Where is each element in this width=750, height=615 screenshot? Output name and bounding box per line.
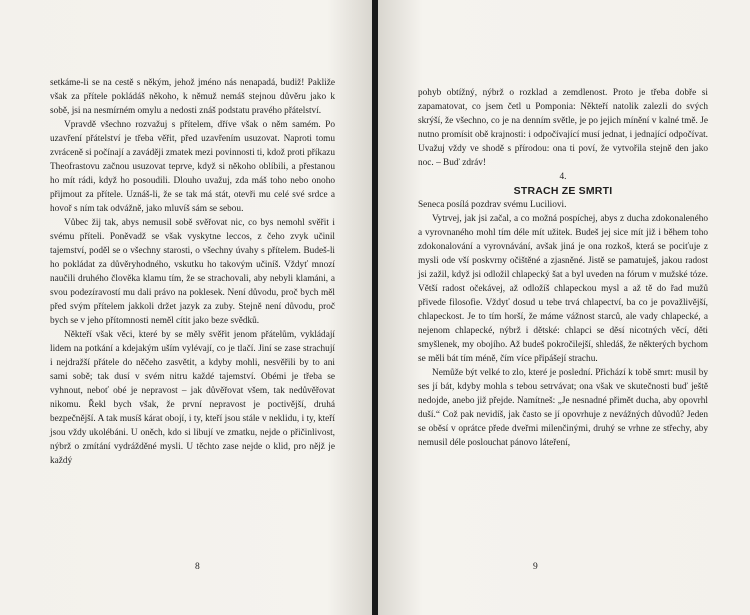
left-page-text <box>50 76 335 468</box>
right-paragraph-greeting: Seneca posílá pozdrav svému Luciliovi. <box>418 200 567 210</box>
right-page-number: 9 <box>533 562 538 572</box>
left-page <box>0 0 372 615</box>
left-paragraph-1: setkáme-li se na cestě s někým, jehož jméno nás nenapadá, budiž! Pakliže však za přítele pokládáš někoho, k němuž nemáš stejnou důvěru jako k sobě, jsi na nesmírném omylu a nedosti znáš podstatu pravého přátelství. <box>50 78 335 116</box>
right-paragraph-1: pohyb obtížný, nýbrž o rozklad a zemdlenost. Proto je třeba dobře si zapamatovat, co jsem četl u Pomponia: Někteří natolik zalezli do svých skrýší, že všechno, co je na denním světle, je po jejich mínění v kalné tmě. Je nutno promísit obě krajnosti: i odpočívající musí jednat, i jednající odpočívat. Uvažuj vždy ve shodě s přírodou: ona ti poví, že vytvořila stejně den jako noc. – Buď zdráv! <box>418 88 708 168</box>
chapter-title: STRACH ZE SMRTI <box>513 185 613 197</box>
right-page <box>378 0 750 615</box>
chapter-number: 4. <box>559 172 567 182</box>
left-page-number: 8 <box>195 562 200 572</box>
right-page-text <box>418 86 708 450</box>
left-paragraph-3: Vůbec žij tak, abys nemusil sobě svěřovat nic, co bys nemohl svěřit i svému příteli. Poněvadž se však vyskytne leccos, z čeho zvyk učinil tajemství, poděl se o všechny starosti, o všechny úvahy s přítelem. Budeš-li ho pokládat za důvěryhodného, vskutku ho takovým učiníš. Vždyť mnozí naučili druhého člověka klamu tím, že se strachovali, aby nebyli klamáni, a svou podezíravostí mu dali právo na poklesek. Není důvodu, proč bych měl před svým přítelem jakkoli držet jazyk za zuby. Stejně není důvodu, proč bych se v jeho přítomnosti neměl cítit jako beze svědků. <box>50 218 335 326</box>
right-paragraph-2: Vytrvej, jak jsi začal, a co možná pospíchej, abys z ducha zdokonaleného a vyrovnaného mohl tím déle mít užitek. Budeš jej sice mít již i během toho zdokonalování a vyrovnávání, avšak jiná je ona rozkoš, která se pociťuje z mysli ode vší poskvrny očištěné a zjasněné. Jistě se pamatuješ, jakou radost jsi zažil, když jsi odložil chlapecký šat a byl uveden na fórum v mužské tóze. Větší radost očekávej, až odložíš chlapeckou mysl a až tě do řad mužů přivede filosofie. Vždyť dosud u tebe trvá chlapectví, ba co je považlivější, chlapeckost. Je to tím horší, že máme vážnost starců, ale vady chlapecké, a nejenom chlapecké, nýbrž i dětské: chlapci se děsí nicotných věcí, děti smyšlenek, my obojího. Až budeš pokročilejší, shledáš, že některých bychom se měli bát tím méně, čím více připášejí strachu. <box>418 214 708 364</box>
left-paragraph-2: Vpravdě všechno rozvažuj s přítelem, dříve však o něm samém. Po uzavření přátelství je třeba věřit, před uzavřením usuzovat. Naproti tomu zvráceně si počínají a zaváději zmatek mezi povinnosti ti, kdož proti příkazu Theofrastovu začnou usuzovat teprve, když si někoho oblíbili, a přestanou ho mít rádi, když ho posoudili. Dlouho uvažuj, zda máš toho nebo onoho přijmout za přítele. Uznáš-li, že se tak má stát, otevři mu celé své srdce a hovoř s ním tak odvážně, jako mluvíš sám se sebou. <box>50 120 335 214</box>
left-paragraph-4: Někteří však věci, které by se měly svěřit jenom přátelům, vykládají lidem na potkání a kdejakým uším vylévají, co je tlačí. Jiní se zase strachují i nejdražší přátele do něčeho zasvětit, a kdyby mohli, nesvěřili by to ani sami sobě; tak dusí v svém nitru každé tajemství. Obémi je třeba se vyhnout, neboť obé je nepravost – jak důvěřovat všem, tak nedůvěřovat nikomu. Řekl bych však, že první nepravost je poctivější, druhá bezpečnější. A tak musíš kárat obojí, i ty, kteří jsou stále v neklidu, i ty, kteří jsou vždy ukolébáni. U oněch, kdo si libují ve zmatku, nejde o přičinlivost, nýbrž o zmítání vydrážděné mysli. U těchto zase nejde o klid, pro nějž je každý <box>50 330 335 466</box>
right-paragraph-3: Nemůže být velké to zlo, které je poslední. Přichází k tobě smrt: musil by ses jí bát, kdyby mohla s tebou setrvávat; ona však ve skutečnosti buď ještě nedojde, anebo již přejde. Namítneš: „Je nesnadné přimět ducha, aby opovrhl duší.“ Což pak nevidíš, jak často se jí opovrhuje z nevážných důvodů? Jeden se oběsí v oprátce přede dveřmi milenčinými, druhý se vrhne ze střechy, aby nemusil déle poslouchat pánovo láteření, <box>418 368 708 448</box>
